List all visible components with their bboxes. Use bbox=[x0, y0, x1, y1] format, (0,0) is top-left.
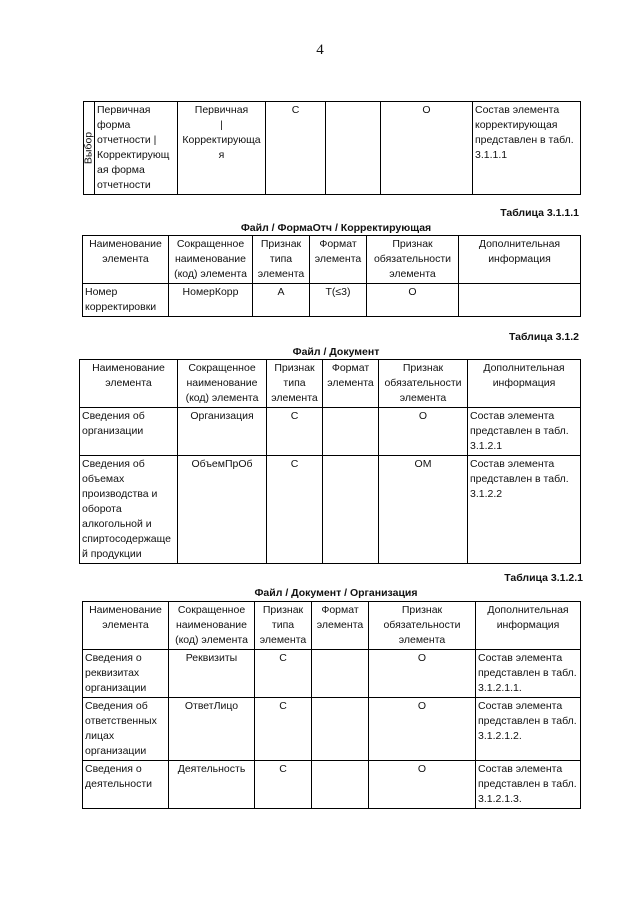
short-line: Первичная bbox=[194, 104, 249, 116]
header-type: Признак типа элемента bbox=[255, 602, 312, 650]
cell-type: С bbox=[266, 102, 326, 195]
header-name: Наименование элемента bbox=[80, 360, 178, 408]
table-row bbox=[83, 761, 581, 809]
table-3-1-2 bbox=[79, 359, 581, 564]
table-title: Файл / ФормаОтч / Корректирующая bbox=[240, 222, 432, 234]
header-type: Признак типа элемента bbox=[267, 360, 323, 408]
table-row bbox=[83, 698, 581, 761]
cell-required: О bbox=[369, 698, 476, 761]
cell-type: С bbox=[255, 761, 312, 809]
cell-required: О bbox=[367, 284, 459, 317]
table-header-row bbox=[80, 360, 581, 408]
cell-short: НомерКорр bbox=[169, 284, 253, 317]
cell-info: Состав элемента представлен в табл. 3.1.2.1 bbox=[468, 408, 581, 456]
short-line: | bbox=[220, 119, 223, 131]
cell-short: ОтветЛицо bbox=[169, 698, 255, 761]
cell-name: Сведения о деятельности bbox=[83, 761, 169, 809]
cell-format bbox=[312, 761, 369, 809]
header-required: Признак обязательности элемента bbox=[369, 602, 476, 650]
table-row bbox=[80, 408, 581, 456]
cell-required: О bbox=[369, 650, 476, 698]
cell-format bbox=[323, 456, 379, 564]
cell-required: О bbox=[379, 408, 468, 456]
cell-short bbox=[178, 102, 266, 195]
cell-type: С bbox=[255, 650, 312, 698]
cell-name: Номер корректировки bbox=[83, 284, 169, 317]
header-format: Формат элемента bbox=[312, 602, 369, 650]
header-format: Формат элемента bbox=[310, 236, 367, 284]
cell-info bbox=[459, 284, 581, 317]
cell-format: Т(≤3) bbox=[310, 284, 367, 317]
table-label: Таблица 3.1.2 bbox=[508, 331, 579, 343]
cell-name: Сведения об ответственных лицах организации bbox=[83, 698, 169, 761]
cell-format bbox=[323, 408, 379, 456]
header-short: Сокращенное наименование (код) элемента bbox=[178, 360, 267, 408]
cell-info: Состав элемента представлен в табл. 3.1.2.1.3. bbox=[476, 761, 581, 809]
table-title: Файл / Документ / Организация bbox=[254, 587, 418, 599]
cell-format bbox=[312, 650, 369, 698]
table-row bbox=[80, 456, 581, 564]
cell-format bbox=[326, 102, 381, 195]
page-number: 4 bbox=[316, 42, 324, 58]
cell-info: Состав элемента корректирующая представлен в табл. 3.1.1.1 bbox=[473, 102, 581, 195]
table-title: Файл / Документ bbox=[292, 346, 380, 358]
cell-info: Состав элемента представлен в табл. 3.1.2.2 bbox=[468, 456, 581, 564]
cell-short: ОбъемПрОб bbox=[178, 456, 267, 564]
cell-type: С bbox=[255, 698, 312, 761]
cell-short: Организация bbox=[178, 408, 267, 456]
cell-type: А bbox=[253, 284, 310, 317]
header-info: Дополнительная информация bbox=[459, 236, 581, 284]
cell-format bbox=[312, 698, 369, 761]
vertical-label: Выбор bbox=[82, 131, 95, 165]
cell-short: Деятельность bbox=[169, 761, 255, 809]
table-header-row bbox=[83, 602, 581, 650]
cell-required: ОМ bbox=[379, 456, 468, 564]
cell-info: Состав элемента представлен в табл. 3.1.2.1.1. bbox=[476, 650, 581, 698]
top-table bbox=[83, 101, 581, 195]
header-short: Сокращенное наименование (код) элемента bbox=[169, 236, 253, 284]
header-format: Формат элемента bbox=[323, 360, 379, 408]
header-required: Признак обязательности элемента bbox=[379, 360, 468, 408]
table-label: Таблица 3.1.1.1 bbox=[500, 207, 579, 219]
vertical-label-cell bbox=[84, 102, 95, 195]
cell-type: С bbox=[267, 456, 323, 564]
table-header-row bbox=[83, 236, 581, 284]
header-short: Сокращенное наименование (код) элемента bbox=[169, 602, 255, 650]
header-info: Дополнительная информация bbox=[476, 602, 581, 650]
header-info: Дополнительная информация bbox=[468, 360, 581, 408]
header-name: Наименование элемента bbox=[83, 236, 169, 284]
table-label: Таблица 3.1.2.1 bbox=[504, 572, 583, 584]
short-line: Корректирующая bbox=[182, 134, 261, 161]
table-3-1-1-1 bbox=[82, 235, 581, 317]
cell-name: Сведения об организации bbox=[80, 408, 178, 456]
cell-required: О bbox=[381, 102, 473, 195]
table-row bbox=[83, 650, 581, 698]
table-row bbox=[83, 284, 581, 317]
cell-required: О bbox=[369, 761, 476, 809]
table-row bbox=[84, 102, 581, 195]
cell-name: Сведения о реквизитах организации bbox=[83, 650, 169, 698]
header-required: Признак обязательности элемента bbox=[367, 236, 459, 284]
cell-info: Состав элемента представлен в табл. 3.1.2.1.2. bbox=[476, 698, 581, 761]
header-type: Признак типа элемента bbox=[253, 236, 310, 284]
header-name: Наименование элемента bbox=[83, 602, 169, 650]
cell-name: Первичная форма отчетности |Корректирующ ая форма отчетности bbox=[95, 102, 178, 195]
cell-short: Реквизиты bbox=[169, 650, 255, 698]
cell-name: Сведения об объемах производства и оборота алкогольной и спиртосодержаще й продукции bbox=[80, 456, 178, 564]
table-3-1-2-1 bbox=[82, 601, 581, 809]
cell-type: С bbox=[267, 408, 323, 456]
